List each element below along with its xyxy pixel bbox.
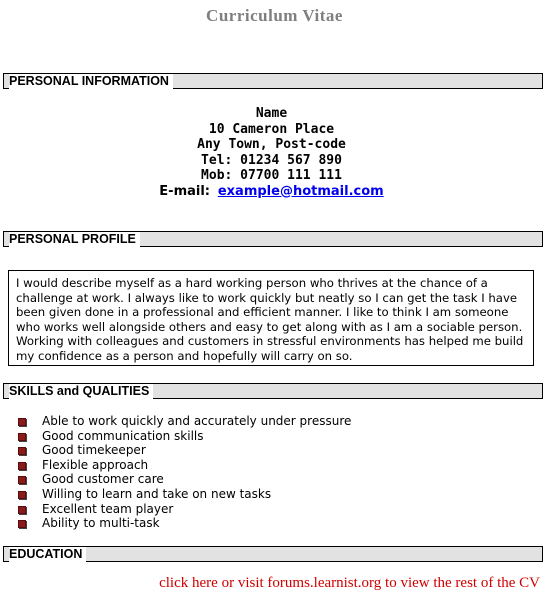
skill-item (18, 443, 351, 458)
document-title: Curriculum Vitae (206, 6, 343, 25)
section-title: SKILLS and QUALITIES (9, 384, 153, 399)
square-bullet-icon (18, 418, 26, 426)
contact-email-line (0, 184, 543, 200)
section-title: EDUCATION (9, 547, 86, 562)
skill-text: Good timekeeper (42, 443, 146, 458)
contact-block (0, 106, 543, 199)
skill-item (18, 516, 351, 531)
skill-item (18, 472, 351, 487)
square-bullet-icon (18, 462, 26, 470)
square-bullet-icon (18, 520, 26, 528)
email-label: E-mail: (159, 183, 211, 199)
skill-item (18, 487, 351, 502)
skill-text: Good customer care (42, 472, 164, 487)
skill-item (18, 429, 351, 444)
square-bullet-icon (18, 506, 26, 514)
section-header-personal-profile (3, 231, 543, 247)
section-header-skills (3, 383, 543, 399)
square-bullet-icon (18, 433, 26, 441)
skill-item (18, 414, 351, 429)
skill-item (18, 458, 351, 473)
section-header-personal-information (3, 73, 543, 89)
contact-name: Name (255, 106, 288, 121)
contact-mobile: Mob: 07700 111 111 (201, 168, 342, 183)
square-bullet-icon (18, 476, 26, 484)
section-title: PERSONAL PROFILE (9, 232, 140, 247)
section-title: PERSONAL INFORMATION (9, 74, 173, 89)
contact-telephone: Tel: 01234 567 890 (201, 152, 342, 168)
skill-text: Excellent team player (42, 501, 174, 516)
section-header-education (3, 546, 543, 562)
skill-item (18, 502, 351, 517)
skill-text: Ability to multi-task (42, 516, 160, 531)
skill-text: Able to work quickly and accurately under pressure (42, 414, 352, 428)
profile-text-box: I would describe myself as a hard working person who thrives at the chance of a challenge at work. I always like to work quickly but neatly so I can get the task I have been given done in a professional and efficient manner. I like to think I am someone who works well alongside others and easy to get along with as I am a sociable person. Working with colleagues and customers in stressful environments has helped me build my confidence as a person and hopefully will carry on so. (8, 270, 534, 366)
skill-text: Willing to learn and take on new tasks (42, 486, 272, 501)
square-bullet-icon (18, 491, 26, 499)
skills-list (18, 414, 351, 531)
skill-text: Flexible approach (42, 457, 149, 472)
view-full-cv-link[interactable]: click here or visit forums.learnist.org to view the rest of the CV (159, 575, 540, 591)
contact-address-line-2: Any Town, Post-code (197, 137, 346, 152)
contact-address-line-1: 10 Cameron Place (208, 121, 335, 137)
email-link[interactable]: example@hotmail.com (217, 183, 384, 199)
square-bullet-icon (18, 447, 26, 455)
skill-text: Good communication skills (42, 428, 204, 443)
